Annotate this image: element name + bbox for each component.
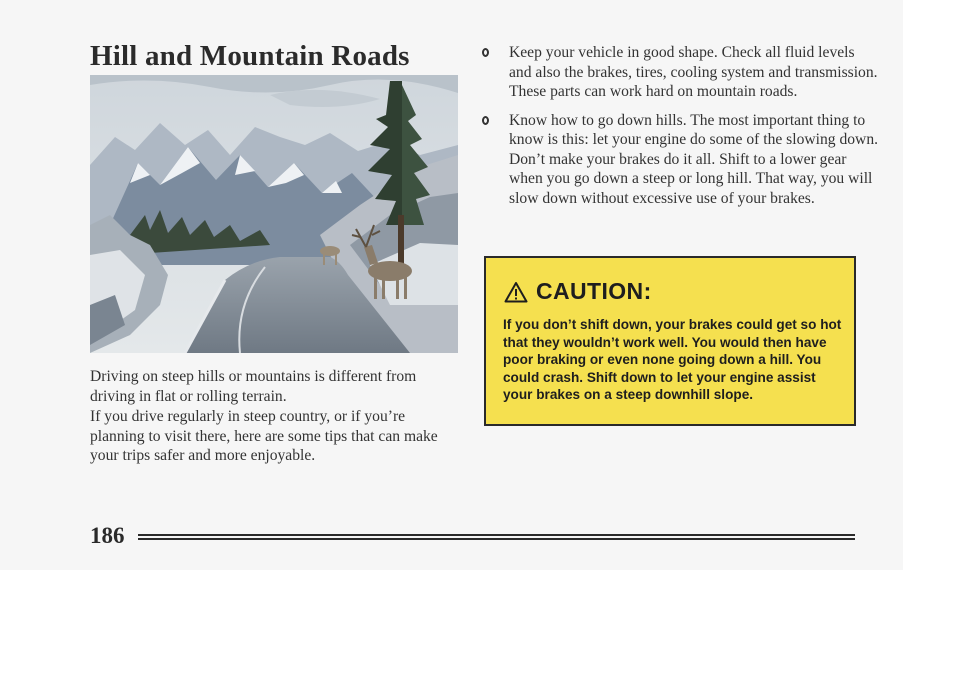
- list-item: [480, 43, 880, 102]
- list-item: [480, 111, 880, 209]
- tips-paragraph: If you drive regularly in steep country, or if you’re planning to visit there, here are some tips that can make your trips safer and more enjoyable.: [90, 408, 438, 464]
- tips-list: [480, 43, 880, 208]
- page-title: Hill and Mountain Roads: [90, 40, 410, 72]
- list-item-text: Keep your vehicle in good shape. Check all fluid levels and also the brakes, tires, cooling system and transmission. These parts can work hard on mountain roads.: [509, 44, 878, 100]
- caution-heading: CAUTION:: [536, 278, 652, 304]
- caution-header: [504, 278, 652, 305]
- bullet-icon: [482, 116, 489, 125]
- intro-paragraph: Driving on steep hills or mountains is different from driving in flat or rolling terrain.: [90, 368, 417, 405]
- bullet-icon: [482, 48, 489, 57]
- page-footer: [90, 523, 855, 563]
- caution-box: [484, 256, 856, 426]
- footer-rule: [138, 534, 855, 536]
- caution-text: If you don’t shift down, your brakes could get so hot that they wouldn’t work well. You would then have poor braking or even none going down a hill. You could crash. Shift down to let your engine assist your brakes on a steep downhill slope.: [503, 317, 842, 403]
- warning-triangle-icon: [504, 281, 528, 303]
- mountain-road-illustration: [90, 75, 458, 353]
- footer-rule: [138, 538, 855, 540]
- page-number: 186: [90, 523, 125, 548]
- list-item-text: Know how to go down hills. The most important thing to know is this: let your engine do some of the slowing down. Don’t make your brakes do it all. Shift to a lower gear when you go down a steep or long hill. That way, you will slow down without excessive use of your brakes.: [509, 111, 879, 207]
